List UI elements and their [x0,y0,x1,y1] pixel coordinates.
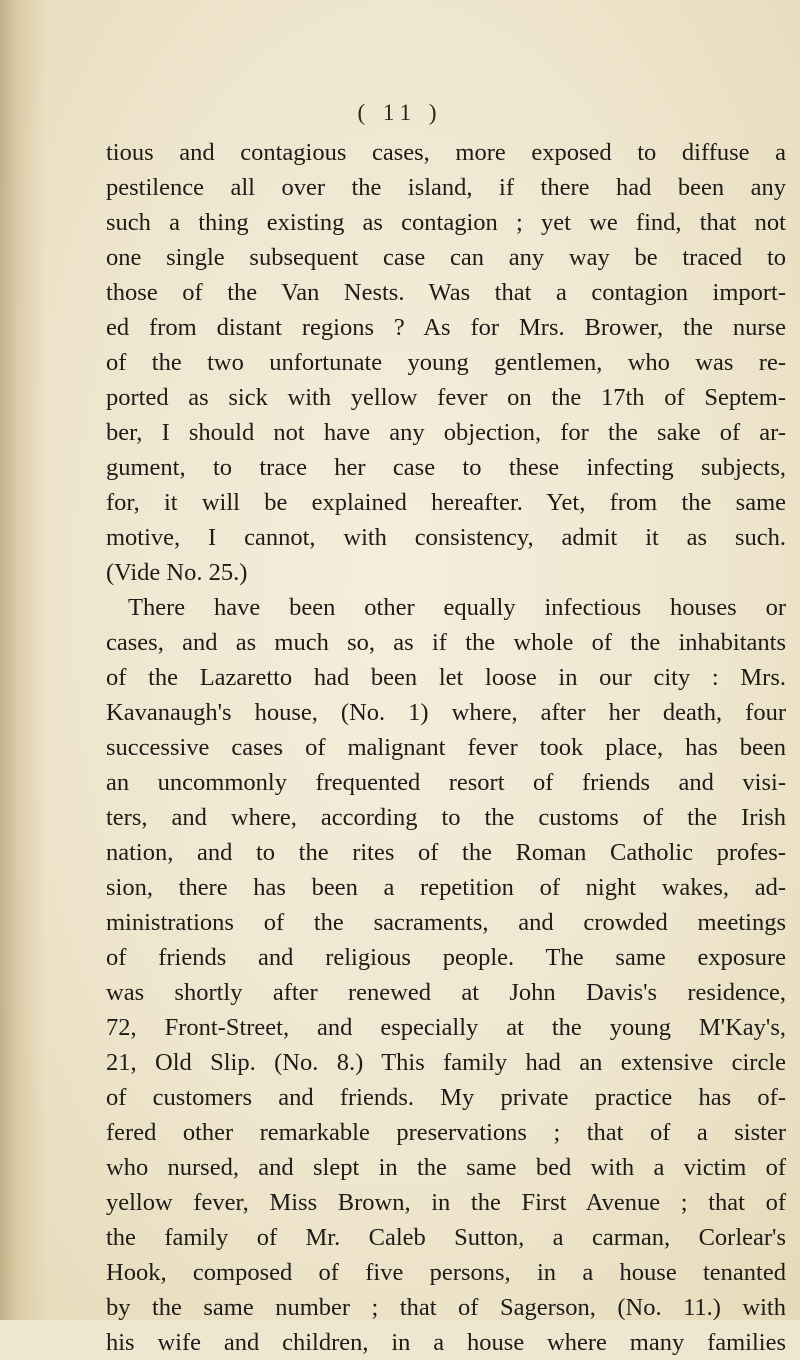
text-line: the family of Mr. Caleb Sutton, a carman, Corlear's [106,1224,786,1251]
text-line: such a thing existing as contagion ; yet we find, that not [106,209,786,236]
body-text [106,135,786,1360]
text-line: ed from distant regions ? As for Mrs. Brower, the nurse [106,314,786,341]
page-number: ( 11 ) [357,100,443,125]
text-line: of customers and friends. My private practice has of- [106,1084,786,1111]
text-line: of friends and religious people. The same exposure [106,944,786,971]
text-line: those of the Van Nests. Was that a contagion import- [106,279,786,306]
text-line: an uncommonly frequented resort of friends and visi- [106,769,786,796]
text-line: of the Lazaretto had been let loose in our city : Mrs. [106,664,786,691]
text-line: one single subsequent case can any way be traced to [106,244,786,271]
text-line: of the two unfortunate young gentlemen, who was re- [106,349,786,376]
text-line: ters, and where, according to the customs of the Irish [106,804,786,831]
text-line: successive cases of malignant fever took place, has been [106,734,786,761]
text-line: pestilence all over the island, if there had been any [106,174,786,201]
text-line: for, it will be explained hereafter. Yet, from the same [106,489,786,516]
text-line: There have been other equally infectious houses or [128,594,786,621]
text-line: was shortly after renewed at John Davis's residence, [106,979,786,1006]
text-line: who nursed, and slept in the same bed with a victim of [106,1154,786,1181]
text-line: nation, and to the rites of the Roman Catholic profes- [106,839,786,866]
text-line: Hook, composed of five persons, in a house tenanted [106,1259,786,1286]
text-line: ported as sick with yellow fever on the 17th of Septem- [106,384,786,411]
text-line: 21, Old Slip. (No. 8.) This family had an extensive circle [106,1049,786,1076]
text-line: by the same number ; that of Sagerson, (No. 11.) with [106,1294,786,1321]
text-line: (Vide No. 25.) [106,559,248,586]
text-line: 72, Front-Street, and especially at the young M'Kay's, [106,1014,786,1041]
text-line: yellow fever, Miss Brown, in the First Avenue ; that of [106,1189,786,1216]
text-line: ber, I should not have any objection, for the sake of ar- [106,419,786,446]
text-line: cases, and as much so, as if the whole of the inhabitants [106,629,786,656]
text-line: tious and contagious cases, more exposed to diffuse a [106,139,786,166]
text-line: ministrations of the sacraments, and crowded meetings [106,909,786,936]
text-line: his wife and children, in a house where many families [106,1329,786,1356]
text-line: sion, there has been a repetition of night wakes, ad- [106,874,786,901]
text-line: fered other remarkable preservations ; that of a sister [106,1119,786,1146]
text-line: Kavanaugh's house, (No. 1) where, after her death, four [106,699,786,726]
text-line: gument, to trace her case to these infecting subjects, [106,454,786,481]
text-line: motive, I cannot, with consistency, admit it as such. [106,524,786,551]
page-gutter-shadow [0,0,46,1320]
